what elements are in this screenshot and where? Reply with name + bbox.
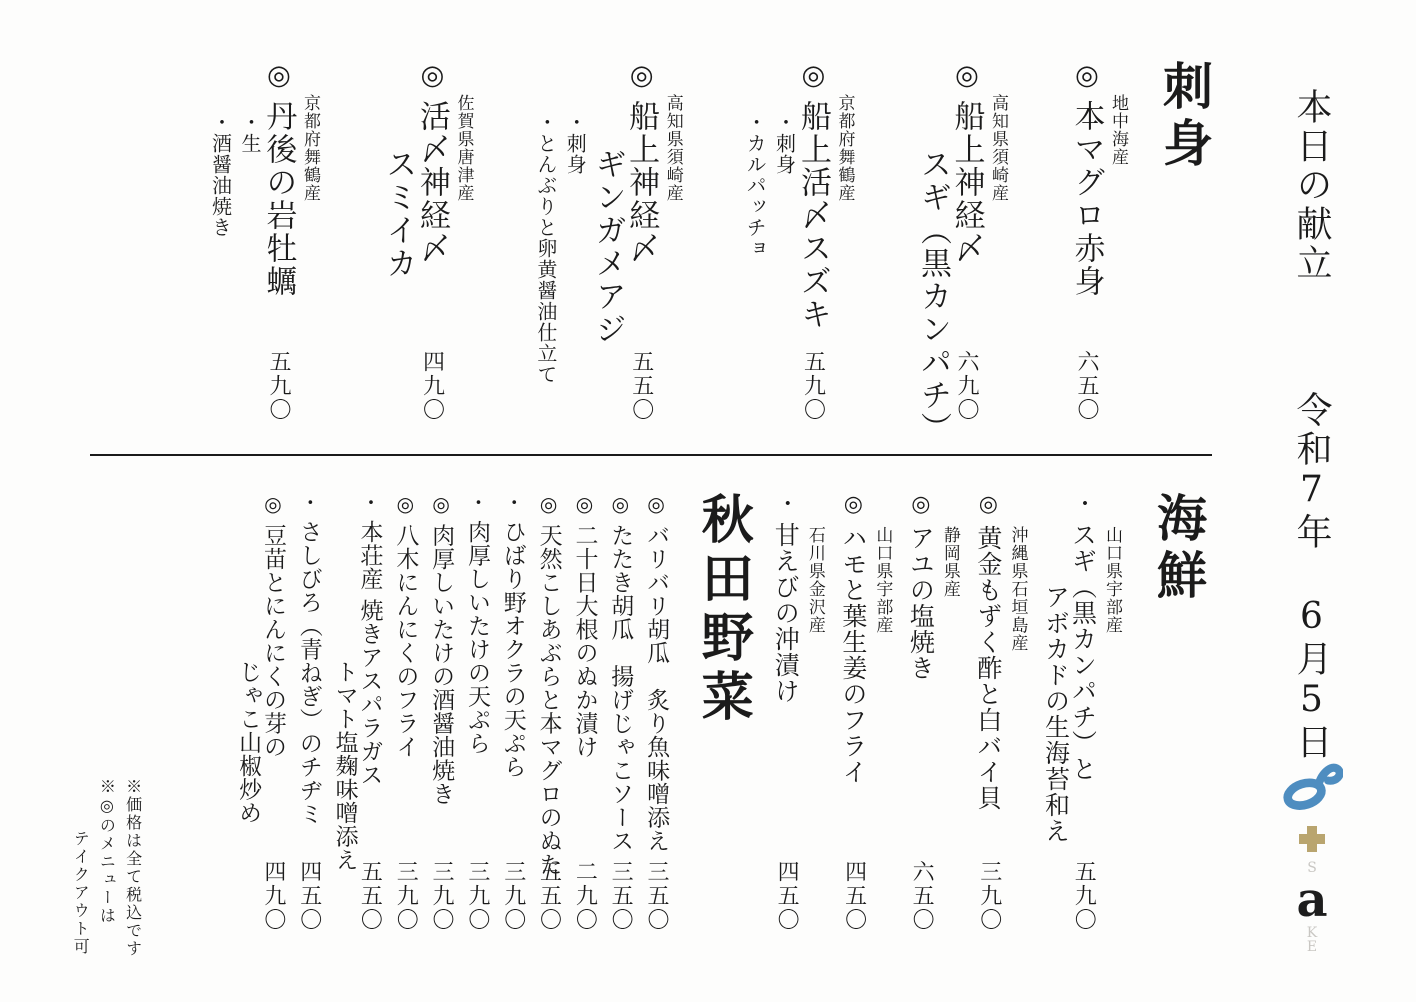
item-name-column [260,492,285,932]
item-name-column [840,492,867,932]
takeout-marker-icon: ◎ [393,492,418,517]
menu-item [607,492,632,932]
item-sub-option: ・とんぶりと卵黄醤油仕立て [533,112,558,385]
takeout-marker-icon: ◎ [626,60,658,93]
item-source: 京都府舞鶴産 [834,94,855,202]
item-sub-option: ・刺身 [772,112,797,175]
item-name-column [975,492,1002,932]
footnote-tax: ※価格は全て税込です [123,778,143,958]
item-name: 船上神経〆 [623,100,660,265]
item-price: 三五〇 [644,860,669,932]
item-name-wrap: アボカドの生海苔和え [1041,584,1071,844]
footnote-takeout-line1: ※◎のメニューは [97,778,117,925]
menu-item [332,492,382,932]
item-name: 甘えびの沖漬け [771,522,801,704]
item-sub-option: ・生 [237,112,262,154]
menu-item [643,492,668,932]
item-price: 四九〇 [419,350,445,422]
item-source: 佐賀県唐津産 [453,94,474,202]
logo-cross-icon [1299,826,1325,852]
takeout-marker-icon: ◎ [608,492,633,517]
section-divider [90,454,1212,456]
item-source: 沖縄県石垣島産 [1007,526,1028,652]
item-price: 三九〇 [464,860,490,932]
item-name-column [413,60,450,422]
item-price: 六五〇 [909,860,935,932]
item-price: 三五〇 [608,860,634,932]
menu-item [464,492,489,932]
menu-item [296,492,321,932]
logo-letter-a: a [1296,872,1328,928]
item-name: 船上活〆スズキ [794,100,831,331]
bullet-icon: ・ [357,492,382,513]
item-name: 天然こしあぶらと本マグロのぬた [535,523,562,876]
item-name-wrap: スギ（黒カンパチ） [914,148,951,445]
takeout-marker-icon: ◎ [951,60,983,93]
item-name-column [296,492,321,932]
item-price: 五九〇 [800,350,826,422]
item-price: 五九〇 [1071,860,1097,932]
section-header: 海鮮 [1149,492,1208,606]
menu-item [772,492,824,932]
item-price: 四五〇 [774,860,800,932]
takeout-marker-icon: ◎ [1071,60,1103,93]
item-price: 三九〇 [429,860,455,932]
item-name: バリバリ胡瓜 炙り魚味噌添え [643,523,670,853]
logo-fish-swirl-icon [1281,758,1343,818]
item-name-column [948,60,985,422]
menu-item [534,60,681,422]
menu-item [744,60,854,422]
item-name-column [772,492,799,932]
takeout-marker-icon: ◎ [572,492,597,517]
bullet-icon: ・ [773,492,799,515]
menu-item [840,492,892,932]
item-name-wrap: じゃこ山椒炒め [235,660,262,825]
takeout-marker-icon: ◎ [261,492,285,517]
menu-item [1069,60,1127,422]
item-price: 三九〇 [393,860,419,932]
item-name: スギ（黒カンパチ）と [1068,522,1098,782]
item-name: 本マグロ赤身 [1068,100,1105,298]
item-name: 黄金もずく酢と白バイ貝 [973,525,1003,811]
restaurant-logo [1266,758,1358,954]
item-source: 地中海産 [1108,94,1128,166]
item-name-column [1069,492,1096,932]
logo-letter-e: E [1306,939,1318,955]
item-price: 五九〇 [265,350,291,422]
item-name-column [643,492,668,932]
menu-item [914,60,1008,445]
menu-item [392,492,417,932]
item-name-wrap: トマト塩麹味噌添え [331,660,358,872]
item-name: ひばり野オクラの天ぷら [499,519,526,779]
item-sub-option: ・カルパッチョ [743,112,768,259]
logo-letter-k: K [1306,925,1318,941]
item-name-column [607,492,632,932]
item-price: 六五〇 [1074,350,1100,422]
bullet-icon: ・ [1070,492,1096,515]
section-header: 秋田野菜 [692,492,754,728]
item-name-column [572,492,597,932]
takeout-marker-icon: ◎ [797,60,829,93]
item-name-column [536,492,561,932]
bullet-icon: ・ [464,492,489,513]
item-price: 四五〇 [841,860,867,932]
item-name-column [464,492,489,932]
menu-title [1291,88,1332,762]
sashimi-row [147,60,1214,445]
takeout-marker-icon: ◎ [644,492,669,517]
item-name-wrap: スミイカ [380,148,417,280]
item-name-column [428,492,453,932]
item-source: 高知県須崎産 [662,94,683,202]
logo-wordmark [1296,861,1327,954]
item-name: ハモと葉生姜のフライ [838,525,868,785]
item-name-column [1068,60,1105,422]
item-name: 活〆神経〆 [413,100,450,265]
footnotes [64,492,143,958]
item-name: アユの塩焼き [906,525,936,681]
menu-item [428,492,453,932]
item-name-column [357,492,382,932]
section-header: 刺身 [1155,60,1214,174]
item-price: 六九〇 [954,350,980,422]
menu-item [381,60,472,422]
item-name: 八木にんにくのフライ [392,523,419,759]
takeout-marker-icon: ◎ [416,60,448,93]
item-name: 肉厚しいたけの天ぷら [463,519,490,755]
menu-item [1042,492,1121,932]
item-name: 丹後の岩牡蠣 [260,100,297,298]
item-source: 山口県宇部産 [872,526,893,634]
item-name: さしびろ（青ねぎ）のチヂミ [295,519,322,826]
menu-item [907,492,959,932]
item-name: 本荘産 焼きアスパラガス [356,519,383,787]
item-name: たたき胡瓜 揚げじゃこソース [607,523,634,853]
item-name-column [623,60,660,422]
menu-item [975,492,1027,932]
menu-title-main: 本日の献立 [1291,88,1332,283]
item-price: 三九〇 [500,860,526,932]
item-name-column [260,60,297,422]
item-name: 肉厚しいたけの酒醤油焼き [428,523,455,806]
menu-date: 令和7年 6月5日 [1291,391,1332,762]
item-name: 二十日大根のぬか漬け [571,523,598,759]
takeout-marker-icon: ◎ [975,492,1001,518]
logo-letter-s: S [1307,860,1317,876]
takeout-marker-icon: ◎ [429,492,454,517]
item-name-wrap: ギンガメアジ [589,148,626,346]
item-sub-option: ・酒醤油焼き [208,112,233,238]
bullet-icon: ・ [500,492,525,513]
item-price: 四五〇 [296,860,322,932]
footnote-takeout-line2: テイクアウト可 [71,830,91,956]
menu-item [209,60,319,422]
item-price: 五五〇 [357,860,383,932]
item-name: 船上神経〆 [948,100,985,265]
takeout-marker-icon: ◎ [536,492,561,517]
item-name-column [794,60,831,422]
menu-item [536,492,561,932]
takeout-marker-icon: ◎ [840,492,866,518]
seafood-vegetable-row [224,492,1208,932]
item-source: 高知県須崎産 [987,94,1008,202]
bullet-icon: ・ [296,492,321,513]
menu-item [500,492,525,932]
item-source: 静岡県産 [939,526,960,598]
item-source: 石川県金沢産 [804,526,825,634]
takeout-marker-icon: ◎ [908,492,934,518]
item-name-column [392,492,417,932]
item-price: 四九〇 [260,860,286,932]
item-sub-option: ・刺身 [563,112,588,175]
item-source: 山口県宇部産 [1102,526,1122,634]
item-price: 二九〇 [572,860,598,932]
item-name-column [500,492,525,932]
item-price: 三九〇 [976,860,1002,932]
menu-item [235,492,285,932]
item-source: 京都府舞鶴産 [299,94,320,202]
takeout-marker-icon: ◎ [263,60,295,93]
item-name: 豆苗とにんにくの芽の [260,523,286,759]
item-price: 五五〇 [628,350,654,422]
item-price: 五五〇 [536,860,562,932]
menu-item [572,492,597,932]
item-name-column [907,492,934,932]
